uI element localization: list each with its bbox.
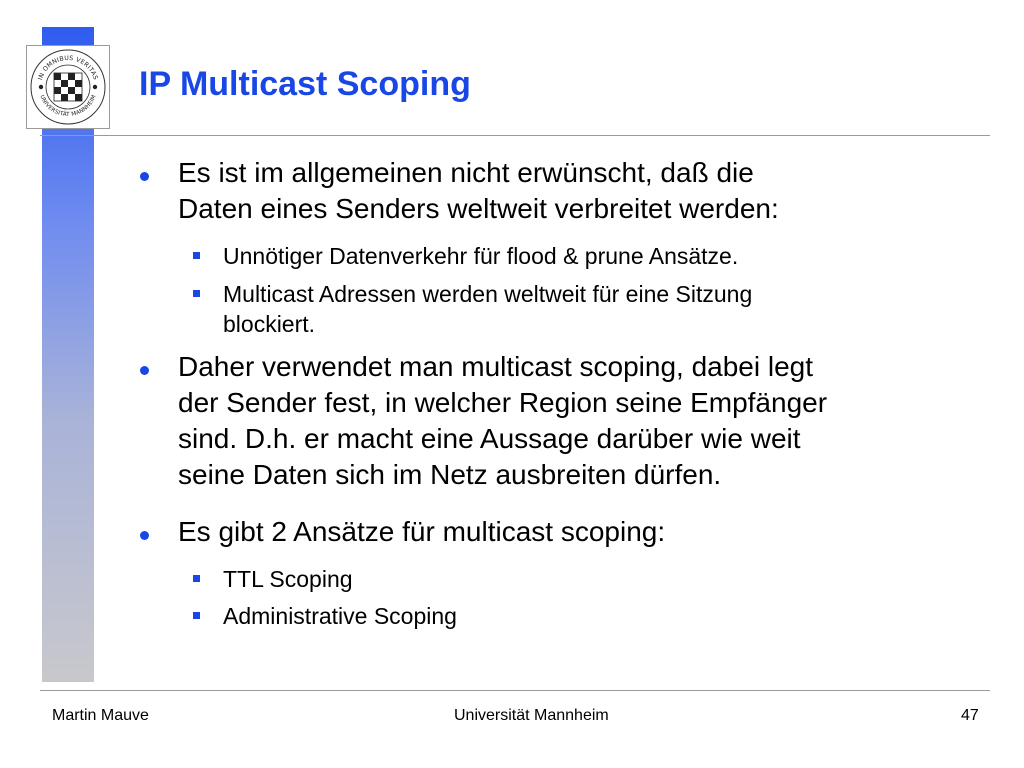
sub-bullet-square [193,612,200,619]
svg-text:UNIVERSITÄT MANNHEIM: UNIVERSITÄT MANNHEIM [38,94,98,119]
sub-bullet-square [193,252,200,259]
sub-bullet-square [193,290,200,297]
bullet-3-line-1: Es gibt 2 Ansätze für multicast scoping: [178,516,666,547]
sub-bullet-square [193,575,200,582]
bullet-dot [140,172,149,181]
bullet-1-line-1: Es ist im allgemeinen nicht erwünscht, daß die [178,157,754,188]
bullet-2-line-1: Daher verwendet man multicast scoping, dabei legt [178,351,814,382]
bullet-dot [140,366,149,375]
bullet-2-line-3: sind. D.h. er macht eine Aussage darüber wie weit [178,423,801,454]
bullet-2-line-4: seine Daten sich im Netz ausbreiten dürfen. [178,459,722,490]
sub-bullet-3-2: Administrative Scoping [223,603,457,629]
title-divider [40,135,990,136]
sub-bullet-1-2-line-2: blockiert. [223,311,316,337]
university-seal-logo [26,45,110,129]
footer-author: Martin Mauve [52,707,149,724]
footer-page-number: 47 [961,707,979,724]
footer-institution: Universität Mannheim [454,707,609,724]
bullet-dot [140,531,149,540]
bullet-2-line-2: der Sender fest, in welcher Region seine Empfänger [178,387,828,418]
sub-bullet-3-1: TTL Scoping [223,566,353,592]
bullet-1-line-2: Daten eines Senders weltweit verbreitet werden: [178,193,779,224]
footer-divider [40,690,990,691]
svg-text:IN OMNIBUS VERITAS: IN OMNIBUS VERITAS [37,54,99,81]
sub-bullet-1-2-line-1: Multicast Adressen werden weltweit für eine Sitzung [223,281,753,307]
seal-graphic [27,46,109,128]
sub-bullet-1-1: Unnötiger Datenverkehr für flood & prune Ansätze. [223,243,739,269]
slide-title: IP Multicast Scoping [139,65,471,103]
